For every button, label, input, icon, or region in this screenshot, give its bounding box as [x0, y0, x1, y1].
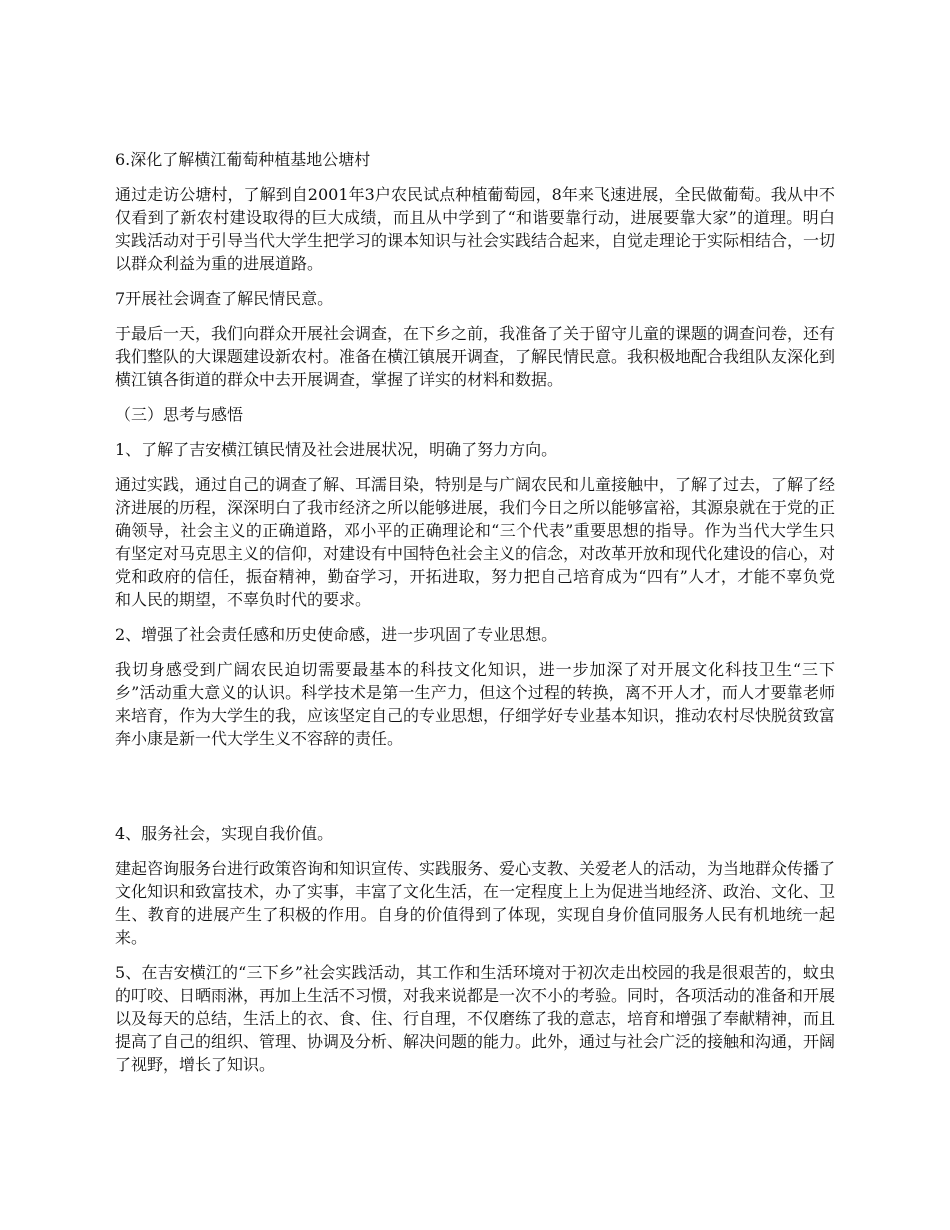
heading-gongtang-village: 6.深化了解横江葡萄种植基地公塘村 [115, 150, 371, 169]
heading-point-4: 4、服务社会，实现自我价值。 [115, 824, 334, 843]
paragraph-point-2: 我切身感受到广阔农民迫切需要最基本的科技文化知识，进一步加深了对开展文化科技卫生“三下乡”活动重大意义的认识。科学技术是第一生产力，但这个过程的转换，离不开人才，而人才要靠老师来培育，作为大学生的我，应该坚定自己的专业思想，仔细学好专业基本知识，推动农村尽快脱贫致富奔小康是新一代大学生义不容辞的责任。 [115, 660, 836, 748]
blank-gap [115, 762, 835, 822]
paragraph-point-1: 通过实践，通过自己的调查了解、耳濡目染，特别是与广阔农民和儿童接触中，了解了过去，了解了经济进展的历程，深深明白了我市经济之所以能够进展，我们今日之所以能够富裕，其源泉就在于党的正确领导，社会主义的正确道路，邓小平的正确理论和“三个代表”重要思想的指导。作为当代大学生只有坚定对马克思主义的信仰，对建设有中国特色社会主义的信念，对改革开放和现代化建设的信心，对党和政府的信任，振奋精神，勤奋学习，开拓进取，努力把自己培育成为“四有”人才，才能不辜负党和人民的期望，不辜负时代的要求。 [115, 475, 836, 609]
paragraph-point-5: 5、在吉安横江的“三下乡”社会实践活动，其工作和生活环境对于初次走出校园的我是很艰苦的，蚊虫的叮咬、日晒雨淋，再加上生活不习惯，对我来说都是一次不小的考验。同时，各项活动的准备和开展以及每天的总结，生活上的衣、食、住、行自理，不仅磨练了我的意志，培育和增强了奉献精神，而且提高了自己的组织、管理、协调及分析、解决问题的能力。此外，通过与社会广泛的接触和沟通，开阔了视野，增长了知识。 [115, 963, 836, 1074]
heading-social-survey: 7开展社会调查了解民情民意。 [115, 289, 334, 308]
paragraph-social-survey: 于最后一天，我们向群众开展社会调查，在下乡之前，我准备了关于留守儿童的课题的调查问卷，还有我们整队的大课题建设新农村。准备在横江镇展开调查，了解民情民意。我积极地配合我组队友深化到横江镇各街道的群众中去开展调查，掌握了详实的材料和数据。 [115, 324, 836, 389]
section-heading-reflection: （三）思考与感悟 [115, 405, 244, 424]
paragraph-point-4: 建起咨询服务台进行政策咨询和知识宣传、实践服务、爱心支教、关爱老人的活动，为当地群众传播了文化知识和致富技术，办了实事，丰富了文化生活，在一定程度上上为促进当地经济、政治、文化、卫生、教育的进展产生了积极的作用。自身的价值得到了体现，实现自身价值同服务人民有机地统一起来。 [115, 859, 836, 947]
document-body [115, 148, 835, 1088]
heading-point-1: 1、了解了吉安横江镇民情及社会进展状况，明确了努力方向。 [115, 440, 558, 459]
heading-point-2: 2、增强了社会责任感和历史使命感，进一步巩固了专业思想。 [115, 625, 558, 644]
paragraph-gongtang-visit: 通过走访公塘村，了解到自2001年3户农民试点种植葡萄园，8年来飞速进展，全民做葡萄。我从中不仅看到了新农村建设取得的巨大成绩，而且从中学到了“和谐要靠行动，进展要靠大家”的道理。明白实践活动对于引导当代大学生把学习的课本知识与社会实践结合起来，自觉走理论于实际相结合，一切以群众利益为重的进展道路。 [115, 185, 836, 273]
